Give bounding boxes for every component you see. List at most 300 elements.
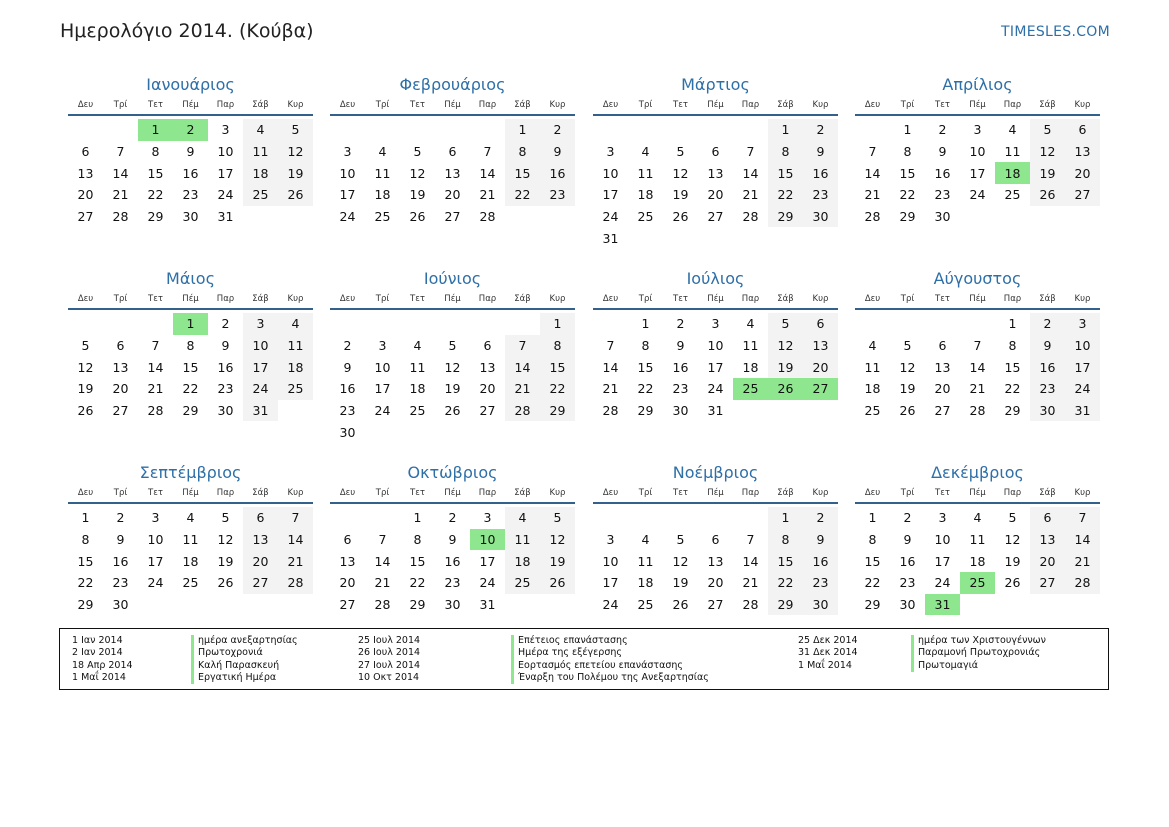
legend-date-column xyxy=(798,635,858,672)
day-cell: 28 xyxy=(278,572,313,594)
day-cell: 25 xyxy=(243,184,278,206)
day-cell: 21 xyxy=(112,187,129,203)
day-cell: 6 xyxy=(116,338,125,354)
day-cell: 6 xyxy=(81,144,90,160)
empty-cell xyxy=(365,313,400,335)
day-cell: 17 xyxy=(602,575,619,591)
day-cell: 21 xyxy=(479,187,496,203)
day-cell: 25 xyxy=(637,597,654,613)
day-cell: 12 xyxy=(444,359,461,375)
day-cell: 4 xyxy=(1008,122,1017,138)
day-cell: 27 xyxy=(707,209,724,225)
day-cell: 28 xyxy=(742,209,759,225)
weekday-label: Δευ xyxy=(864,294,881,304)
weekday-label: Τρί xyxy=(900,294,915,304)
weekday-label: Τρί xyxy=(638,488,653,498)
day-cell: 12 xyxy=(899,359,916,375)
weekday-header xyxy=(593,486,838,504)
weekday-label: Κυρ xyxy=(287,294,304,304)
month xyxy=(855,460,1100,650)
empty-cell xyxy=(470,119,505,141)
month xyxy=(68,72,313,262)
day-cell: 7 xyxy=(483,144,492,160)
day-cell: 9 xyxy=(221,338,230,354)
month xyxy=(68,460,313,650)
legend-date: 31 Δεκ 2014 xyxy=(798,647,858,659)
day-cell: 16 xyxy=(1030,356,1065,378)
weekday-label: Κυρ xyxy=(1074,488,1091,498)
weekday-label: Κυρ xyxy=(812,294,829,304)
month-name: Δεκέμβριος xyxy=(931,463,1024,482)
empty-cell xyxy=(593,507,628,529)
legend-date: 1 Ιαν 2014 xyxy=(72,635,123,646)
weekday-label: Τρί xyxy=(638,294,653,304)
legend-holiday-name: Παραμονή Πρωτοχρονιάς xyxy=(911,647,1046,659)
weekday-label: Πέμ xyxy=(969,294,986,304)
day-cell: 16 xyxy=(899,553,916,569)
day-cell: 30 xyxy=(803,594,838,616)
day-cell: 29 xyxy=(768,206,803,228)
holiday-day-cell: 1 xyxy=(138,119,173,141)
weekday-label: Τετ xyxy=(935,100,950,110)
legend-holiday-name: Έναρξη του Πολέμου της Ανεξαρτησίας xyxy=(511,672,709,684)
day-cell: 23 xyxy=(803,184,838,206)
month-name: Σεπτέμβριος xyxy=(139,463,242,482)
day-cell: 20 xyxy=(444,187,461,203)
legend-date: 18 Απρ 2014 xyxy=(72,659,133,671)
day-cell: 3 xyxy=(343,144,352,160)
day-cell: 31 xyxy=(707,403,724,419)
weekday-label: Κυρ xyxy=(812,100,829,110)
day-cell: 10 xyxy=(374,359,391,375)
day-cell: 5 xyxy=(413,144,422,160)
day-cell: 8 xyxy=(768,529,803,551)
day-cell: 29 xyxy=(77,597,94,613)
day-cell: 8 xyxy=(903,144,912,160)
day-cell: 23 xyxy=(540,184,575,206)
month xyxy=(855,266,1100,456)
day-cell: 12 xyxy=(1030,141,1065,163)
day-cell: 17 xyxy=(1065,356,1100,378)
legend-holiday-name: ημέρα ανεξαρτησίας xyxy=(191,635,298,647)
day-cell: 21 xyxy=(1065,550,1100,572)
empty-cell xyxy=(855,313,890,335)
day-cell: 6 xyxy=(243,507,278,529)
weekday-label: Δευ xyxy=(339,488,356,498)
day-cell: 22 xyxy=(77,575,94,591)
day-cell: 15 xyxy=(768,162,803,184)
weekday-label: Τετ xyxy=(410,100,425,110)
month-name: Ιανουάριος xyxy=(146,75,235,94)
day-cell: 27 xyxy=(77,209,94,225)
day-cell: 2 xyxy=(448,510,457,526)
day-cell: 9 xyxy=(1030,335,1065,357)
day-cell: 24 xyxy=(243,378,278,400)
day-cell: 17 xyxy=(147,553,164,569)
day-cell: 12 xyxy=(672,553,689,569)
weekday-label: Πέμ xyxy=(444,488,461,498)
day-cell: 8 xyxy=(1008,338,1017,354)
day-cell: 28 xyxy=(479,209,496,225)
weekday-label: Τετ xyxy=(410,294,425,304)
day-cell: 24 xyxy=(374,403,391,419)
empty-cell xyxy=(663,119,698,141)
day-cell: 31 xyxy=(217,209,234,225)
day-cell: 10 xyxy=(243,335,278,357)
weekday-label: Παρ xyxy=(1003,100,1022,110)
month-name: Οκτώβριος xyxy=(407,463,498,482)
day-cell: 3 xyxy=(1065,313,1100,335)
day-grid xyxy=(68,119,313,227)
day-cell: 9 xyxy=(186,144,195,160)
legend-date-column xyxy=(72,635,133,684)
holiday-day-cell: 18 xyxy=(995,162,1030,184)
legend-holiday-name: Επέτειος επανάστασης xyxy=(511,635,709,647)
day-cell: 15 xyxy=(1004,359,1021,375)
day-cell: 5 xyxy=(81,338,90,354)
day-cell: 15 xyxy=(409,553,426,569)
empty-cell xyxy=(435,119,470,141)
day-cell: 10 xyxy=(339,165,356,181)
weekday-label: Τετ xyxy=(673,100,688,110)
day-cell: 8 xyxy=(186,338,195,354)
day-cell: 11 xyxy=(505,529,540,551)
day-cell: 16 xyxy=(217,359,234,375)
day-cell: 26 xyxy=(540,572,575,594)
day-cell: 30 xyxy=(182,209,199,225)
day-cell: 17 xyxy=(934,553,951,569)
legend-holiday-name: Καλή Παρασκευή xyxy=(191,660,298,672)
day-cell: 23 xyxy=(444,575,461,591)
day-cell: 22 xyxy=(899,187,916,203)
day-cell: 5 xyxy=(448,338,457,354)
day-cell: 31 xyxy=(243,400,278,422)
weekday-label: Πέμ xyxy=(444,100,461,110)
day-cell: 7 xyxy=(278,507,313,529)
legend-holiday-name: Πρωτοχρονιά xyxy=(191,647,298,659)
day-cell: 3 xyxy=(243,313,278,335)
legend-date-column xyxy=(358,635,420,684)
weekday-header xyxy=(855,292,1100,310)
weekday-label: Τετ xyxy=(148,100,163,110)
weekday-label: Παρ xyxy=(741,488,760,498)
day-cell: 19 xyxy=(444,381,461,397)
day-cell: 20 xyxy=(803,356,838,378)
day-cell: 8 xyxy=(641,338,650,354)
day-cell: 14 xyxy=(742,553,759,569)
day-cell: 24 xyxy=(969,187,986,203)
day-cell: 16 xyxy=(339,381,356,397)
weekday-label: Παρ xyxy=(1003,294,1022,304)
weekday-header xyxy=(68,98,313,116)
empty-cell xyxy=(663,507,698,529)
day-cell: 15 xyxy=(147,165,164,181)
day-cell: 21 xyxy=(147,381,164,397)
legend-date: 25 Δεκ 2014 xyxy=(798,635,858,646)
weekday-label: Τρί xyxy=(638,100,653,110)
day-cell: 25 xyxy=(182,575,199,591)
day-cell: 3 xyxy=(973,122,982,138)
day-cell: 28 xyxy=(112,209,129,225)
weekday-label: Παρ xyxy=(216,294,235,304)
day-cell: 20 xyxy=(479,381,496,397)
month-name: Αύγουστος xyxy=(933,269,1022,288)
day-cell: 5 xyxy=(676,532,685,548)
weekday-label: Κυρ xyxy=(287,488,304,498)
empty-cell xyxy=(733,507,768,529)
day-cell: 7 xyxy=(1065,507,1100,529)
day-cell: 23 xyxy=(672,381,689,397)
day-cell: 2 xyxy=(116,510,125,526)
day-cell: 16 xyxy=(803,162,838,184)
day-cell: 11 xyxy=(374,165,391,181)
weekday-header xyxy=(330,98,575,116)
day-cell: 2 xyxy=(343,338,352,354)
day-cell: 18 xyxy=(505,550,540,572)
weekday-label: Δευ xyxy=(602,488,619,498)
day-cell: 20 xyxy=(112,381,129,397)
legend-name-column xyxy=(191,635,298,684)
day-cell: 2 xyxy=(903,510,912,526)
day-cell: 29 xyxy=(409,597,426,613)
weekday-label: Τρί xyxy=(113,488,128,498)
day-cell: 21 xyxy=(864,187,881,203)
weekday-label: Πέμ xyxy=(182,294,199,304)
empty-cell xyxy=(330,313,365,335)
day-cell: 11 xyxy=(637,165,654,181)
weekday-label: Τετ xyxy=(148,294,163,304)
day-cell: 16 xyxy=(540,162,575,184)
month-name: Ιούλιος xyxy=(686,269,745,288)
day-cell: 29 xyxy=(1004,403,1021,419)
day-cell: 28 xyxy=(602,403,619,419)
site-link[interactable]: TIMESLES.COM xyxy=(1001,24,1110,40)
day-cell: 3 xyxy=(483,510,492,526)
day-cell: 20 xyxy=(934,381,951,397)
day-grid xyxy=(855,119,1100,227)
day-cell: 4 xyxy=(278,313,313,335)
day-grid xyxy=(330,507,575,615)
day-cell: 8 xyxy=(768,141,803,163)
day-cell: 19 xyxy=(409,187,426,203)
day-cell: 11 xyxy=(1004,144,1021,160)
day-cell: 17 xyxy=(339,187,356,203)
day-cell: 9 xyxy=(938,144,947,160)
day-cell: 27 xyxy=(339,597,356,613)
weekday-label: Πέμ xyxy=(969,100,986,110)
day-cell: 24 xyxy=(707,381,724,397)
day-grid xyxy=(330,313,575,443)
day-cell: 3 xyxy=(378,338,387,354)
day-cell: 19 xyxy=(1030,162,1065,184)
day-cell: 14 xyxy=(479,165,496,181)
day-cell: 17 xyxy=(479,553,496,569)
day-cell: 11 xyxy=(409,359,426,375)
day-cell: 20 xyxy=(707,575,724,591)
day-cell: 17 xyxy=(602,187,619,203)
day-grid xyxy=(68,507,313,615)
weekday-header xyxy=(855,98,1100,116)
weekday-label: Τρί xyxy=(375,488,390,498)
weekday-label: Δευ xyxy=(77,488,94,498)
day-cell: 6 xyxy=(938,338,947,354)
empty-cell xyxy=(138,313,173,335)
day-cell: 20 xyxy=(707,187,724,203)
day-cell: 18 xyxy=(742,359,759,375)
day-cell: 24 xyxy=(479,575,496,591)
holiday-day-cell: 26 xyxy=(768,378,803,400)
day-cell: 23 xyxy=(112,575,129,591)
day-cell: 10 xyxy=(217,144,234,160)
day-cell: 22 xyxy=(768,184,803,206)
day-cell: 8 xyxy=(413,532,422,548)
day-cell: 1 xyxy=(540,313,575,335)
day-cell: 27 xyxy=(243,572,278,594)
day-cell: 12 xyxy=(768,335,803,357)
day-cell: 19 xyxy=(540,550,575,572)
weekday-label: Δευ xyxy=(864,488,881,498)
day-cell: 16 xyxy=(934,165,951,181)
weekday-label: Τρί xyxy=(113,294,128,304)
day-cell: 23 xyxy=(1030,378,1065,400)
day-cell: 22 xyxy=(409,575,426,591)
day-cell: 28 xyxy=(742,597,759,613)
weekday-header xyxy=(330,486,575,504)
day-cell: 15 xyxy=(77,553,94,569)
day-cell: 3 xyxy=(606,532,615,548)
day-cell: 22 xyxy=(182,381,199,397)
day-cell: 29 xyxy=(864,597,881,613)
day-cell: 17 xyxy=(217,165,234,181)
weekday-label: Παρ xyxy=(478,100,497,110)
day-cell: 5 xyxy=(768,313,803,335)
day-cell: 26 xyxy=(278,184,313,206)
weekday-label: Σάβ xyxy=(777,100,794,110)
day-cell: 5 xyxy=(1030,119,1065,141)
day-cell: 17 xyxy=(374,381,391,397)
month xyxy=(855,72,1100,262)
day-cell: 6 xyxy=(343,532,352,548)
day-cell: 23 xyxy=(899,575,916,591)
month xyxy=(593,72,838,262)
day-cell: 22 xyxy=(1004,381,1021,397)
day-cell: 8 xyxy=(505,141,540,163)
day-cell: 12 xyxy=(217,532,234,548)
day-cell: 15 xyxy=(182,359,199,375)
weekday-label: Κυρ xyxy=(1074,294,1091,304)
day-cell: 9 xyxy=(540,141,575,163)
day-cell: 24 xyxy=(147,575,164,591)
day-cell: 22 xyxy=(768,572,803,594)
day-cell: 6 xyxy=(1065,119,1100,141)
day-grid xyxy=(330,119,575,227)
day-cell: 21 xyxy=(602,381,619,397)
day-cell: 14 xyxy=(147,359,164,375)
legend-date: 26 Ιουλ 2014 xyxy=(358,647,421,659)
day-cell: 3 xyxy=(151,510,160,526)
empty-cell xyxy=(960,313,995,335)
day-cell: 12 xyxy=(409,165,426,181)
day-cell: 29 xyxy=(768,594,803,616)
day-cell: 11 xyxy=(969,532,986,548)
day-cell: 28 xyxy=(864,209,881,225)
day-cell: 9 xyxy=(803,529,838,551)
day-cell: 28 xyxy=(969,403,986,419)
day-cell: 1 xyxy=(413,510,422,526)
day-cell: 29 xyxy=(637,403,654,419)
day-cell: 29 xyxy=(899,209,916,225)
day-cell: 26 xyxy=(899,403,916,419)
day-cell: 22 xyxy=(540,378,575,400)
day-cell: 4 xyxy=(641,532,650,548)
day-cell: 14 xyxy=(864,165,881,181)
weekday-header xyxy=(855,486,1100,504)
day-cell: 1 xyxy=(868,510,877,526)
day-cell: 27 xyxy=(934,403,951,419)
day-cell: 7 xyxy=(973,338,982,354)
weekday-label: Τρί xyxy=(113,100,128,110)
day-cell: 30 xyxy=(934,209,951,225)
month-name: Νοέμβριος xyxy=(672,463,759,482)
day-grid xyxy=(68,313,313,421)
day-cell: 14 xyxy=(602,359,619,375)
weekday-label: Τετ xyxy=(935,488,950,498)
weekday-label: Παρ xyxy=(478,488,497,498)
day-cell: 7 xyxy=(746,532,755,548)
day-cell: 1 xyxy=(903,122,912,138)
month-name: Απρίλιος xyxy=(942,75,1013,94)
empty-cell xyxy=(505,313,540,335)
legend-date: 1 Μαΐ 2014 xyxy=(798,659,852,671)
weekday-label: Σάβ xyxy=(777,294,794,304)
holiday-day-cell: 1 xyxy=(173,313,208,335)
day-cell: 10 xyxy=(707,338,724,354)
day-cell: 12 xyxy=(672,165,689,181)
day-cell: 21 xyxy=(278,550,313,572)
weekday-label: Κυρ xyxy=(287,100,304,110)
weekday-label: Πέμ xyxy=(969,488,986,498)
weekday-label: Τετ xyxy=(673,488,688,498)
day-cell: 25 xyxy=(374,209,391,225)
day-cell: 17 xyxy=(707,359,724,375)
day-cell: 8 xyxy=(81,532,90,548)
day-cell: 14 xyxy=(969,359,986,375)
empty-cell xyxy=(103,313,138,335)
weekday-label: Πέμ xyxy=(182,488,199,498)
day-cell: 1 xyxy=(505,119,540,141)
day-cell: 6 xyxy=(803,313,838,335)
day-cell: 23 xyxy=(803,572,838,594)
legend-date: 25 Ιουλ 2014 xyxy=(358,635,421,646)
weekday-label: Σάβ xyxy=(514,294,531,304)
weekday-label: Σάβ xyxy=(514,100,531,110)
page-title: Ημερολόγιο 2014. (Κούβα) xyxy=(60,20,314,42)
day-cell: 10 xyxy=(969,144,986,160)
empty-cell xyxy=(855,119,890,141)
day-cell: 15 xyxy=(540,356,575,378)
day-cell: 8 xyxy=(151,144,160,160)
day-cell: 12 xyxy=(77,359,94,375)
day-cell: 7 xyxy=(378,532,387,548)
weekday-label: Σάβ xyxy=(252,100,269,110)
day-cell: 1 xyxy=(81,510,90,526)
weekday-label: Παρ xyxy=(216,488,235,498)
day-cell: 4 xyxy=(868,338,877,354)
holiday-legend xyxy=(59,628,1109,690)
day-grid xyxy=(593,119,838,249)
day-cell: 13 xyxy=(707,165,724,181)
weekday-label: Σάβ xyxy=(514,488,531,498)
